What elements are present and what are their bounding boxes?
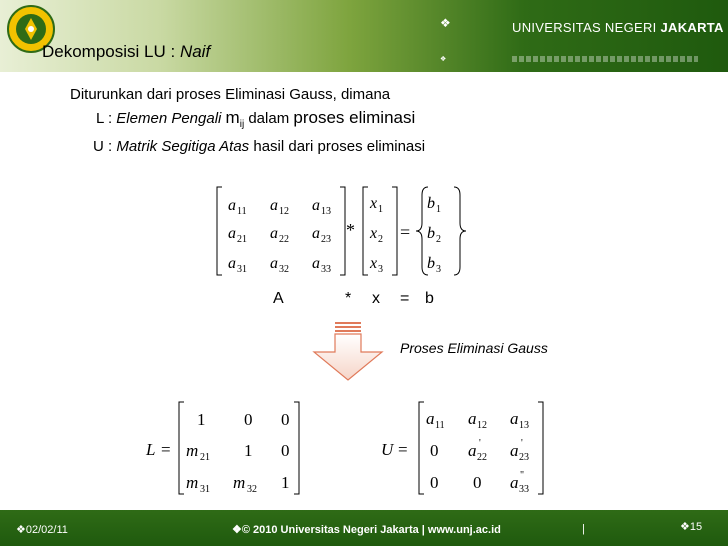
L-r2c3: 0 xyxy=(281,441,290,460)
a33-sub: 33 xyxy=(321,264,331,275)
equals-symbol: = xyxy=(400,222,411,242)
U-a33-prime: " xyxy=(520,470,525,481)
x1-sub: 1 xyxy=(378,204,383,215)
U-name: U xyxy=(381,440,394,459)
a32-base: a xyxy=(270,255,278,272)
b3-base: b xyxy=(427,255,435,272)
L-r1c3: 0 xyxy=(281,410,290,429)
label-equals: = xyxy=(400,290,410,307)
a11-sub: 11 xyxy=(237,206,247,217)
U-a23-base: a xyxy=(510,441,519,460)
b1-sub: 1 xyxy=(436,204,441,215)
b2-sub: 2 xyxy=(436,234,441,245)
a11-base: a xyxy=(228,197,236,214)
def-L-italic: Elemen Pengali xyxy=(116,110,222,127)
title-italic: Naif xyxy=(179,42,211,61)
a31-base: a xyxy=(228,255,236,272)
U-a22-base: a xyxy=(468,441,477,460)
def-L-m: m xyxy=(225,108,240,127)
U-a13-sub: 13 xyxy=(519,420,529,431)
university-name-light: UNIVERSITAS NEGERI xyxy=(512,20,661,35)
L-m32-sub: 32 xyxy=(247,484,257,495)
U-r3c1: 0 xyxy=(430,473,439,492)
header-bullet-icon: ❖ xyxy=(440,16,451,30)
x3-sub: 3 xyxy=(378,264,383,275)
a12-base: a xyxy=(270,197,278,214)
a31-sub: 31 xyxy=(237,264,247,275)
a23-sub: 23 xyxy=(321,234,331,245)
x3-base: x xyxy=(370,255,378,272)
U-a11-base: a xyxy=(426,409,435,428)
intro-line: Diturunkan dari proses Eliminasi Gauss, dimana xyxy=(70,86,391,103)
U-r3c2: 0 xyxy=(473,473,482,492)
university-name-bold: JAKARTA xyxy=(660,20,724,35)
def-U-rest: hasil dari proses eliminasi xyxy=(249,138,426,155)
a21-base: a xyxy=(228,225,236,242)
U-a12-sub: 12 xyxy=(477,420,487,431)
times-symbol: * xyxy=(346,220,355,240)
a13-sub: 13 xyxy=(321,206,331,217)
U-a33-base: a xyxy=(510,473,519,492)
b3-sub: 3 xyxy=(436,264,441,275)
L-r2c2: 1 xyxy=(244,441,253,460)
a13-base: a xyxy=(312,197,320,214)
b2-base: b xyxy=(427,225,435,242)
a12-sub: 12 xyxy=(279,206,289,217)
L-m31-sub: 31 xyxy=(200,484,210,495)
title-prefix: Dekomposisi LU : xyxy=(42,42,180,61)
L-r3c3: 1 xyxy=(281,473,290,492)
U-a23-prime: ' xyxy=(521,438,523,449)
def-L-end: proses eliminasi xyxy=(293,108,416,127)
U-equals: = xyxy=(398,440,408,459)
a23-base: a xyxy=(312,225,320,242)
x2-sub: 2 xyxy=(378,234,383,245)
L-m32-base: m xyxy=(233,473,246,492)
b1-base: b xyxy=(427,195,435,212)
def-U-prefix: U : xyxy=(93,138,117,155)
L-name: L xyxy=(146,440,156,459)
U-a11-sub: 11 xyxy=(435,420,445,431)
L-equals: = xyxy=(161,440,171,459)
U-a22-prime: ' xyxy=(479,438,481,449)
process-label: Proses Eliminasi Gauss xyxy=(400,340,548,356)
footer-bar xyxy=(0,510,728,546)
U-a23-sub: 23 xyxy=(519,452,529,463)
a22-base: a xyxy=(270,225,278,242)
a32-sub: 32 xyxy=(279,264,289,275)
label-b: b xyxy=(425,290,434,307)
U-r2c1: 0 xyxy=(430,441,439,460)
L-m21-sub: 21 xyxy=(200,452,210,463)
L-m21-base: m xyxy=(186,441,199,460)
a21-sub: 21 xyxy=(237,234,247,245)
U-a12-base: a xyxy=(468,409,477,428)
a22-sub: 22 xyxy=(279,234,289,245)
def-L-sub: ij xyxy=(239,119,245,130)
footer-date: ❖02/02/11 xyxy=(16,524,68,536)
L-r1c2: 0 xyxy=(244,410,253,429)
footer-copyright: ❖© 2010 Universitas Negeri Jakarta | www.unj.ac.id xyxy=(232,524,501,536)
x1-base: x xyxy=(370,195,378,212)
def-L-mid: dalam xyxy=(244,110,294,127)
def-L-prefix: L : xyxy=(96,110,117,127)
footer-page-number: ❖15 xyxy=(680,521,703,533)
L-m31-base: m xyxy=(186,473,199,492)
x2-base: x xyxy=(370,225,378,242)
def-U-italic: Matrik Segitiga Atas xyxy=(116,138,250,155)
U-a33-sub: 33 xyxy=(519,484,529,495)
label-A: A xyxy=(273,290,284,307)
U-a22-sub: 22 xyxy=(477,452,487,463)
U-a13-base: a xyxy=(510,409,519,428)
a33-base: a xyxy=(312,255,320,272)
L-r1c1: 1 xyxy=(197,410,206,429)
footer-separator: | xyxy=(582,523,585,535)
label-star: * xyxy=(345,290,352,307)
label-x: x xyxy=(372,290,380,307)
header-bullet-small-icon: ❖ xyxy=(440,56,447,63)
